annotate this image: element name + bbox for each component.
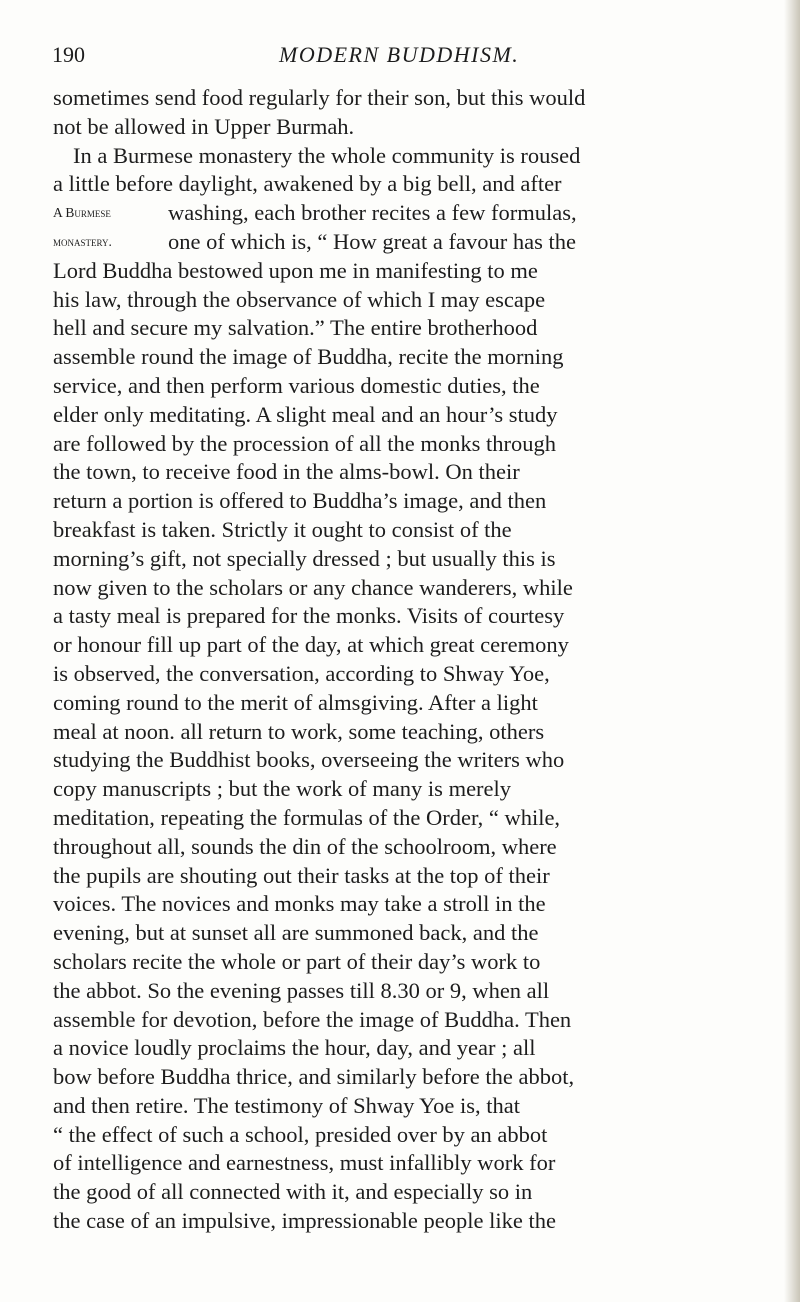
text-line: assemble round the image of Buddha, recite the morning bbox=[53, 344, 564, 370]
text-line: service, and then perform various domestic duties, the bbox=[53, 372, 540, 398]
text-line: voices. The novices and monks may take a stroll in the bbox=[53, 891, 546, 917]
text-line: meal at noon. all return to work, some teaching, others bbox=[53, 718, 545, 744]
text-line: the case of an impulsive, impressionable people like the bbox=[53, 1208, 556, 1234]
text-line: return a portion is offered to Buddha’s image, and then bbox=[53, 488, 547, 514]
text-line: a novice loudly proclaims the hour, day, and year ; all bbox=[53, 1035, 536, 1061]
text-line: sometimes send food regularly for their son, but this would bbox=[53, 85, 586, 110]
text-line: hell and secure my salvation.” The entire brotherhood bbox=[53, 315, 538, 341]
text-line: now given to the scholars or any chance wanderers, while bbox=[53, 574, 573, 600]
text-line: his law, through the observance of which I may escape bbox=[53, 286, 546, 312]
page-edge-shadow bbox=[784, 0, 800, 1302]
text-line: the town, to receive food in the alms-bowl. On their bbox=[53, 459, 520, 485]
running-title: MODERN BUDDHISM. bbox=[279, 42, 520, 67]
text-line: is observed, the conversation, according to Shway Yoe, bbox=[53, 660, 550, 686]
text-line: a tasty meal is prepared for the monks. Visits of courtesy bbox=[53, 603, 565, 629]
text-line: evening, but at sunset all are summoned back, and the bbox=[53, 920, 539, 946]
text-line: scholars recite the whole or part of their day’s work to bbox=[53, 948, 541, 974]
text-line: the pupils are shouting out their tasks at the top of their bbox=[53, 862, 550, 888]
text-line: copy manuscripts ; but the work of many is merely bbox=[53, 776, 512, 802]
text-line: studying the Buddhist books, overseeing the writers who bbox=[53, 747, 565, 773]
text-line: or honour fill up part of the day, at which great ceremony bbox=[53, 632, 569, 658]
page-header bbox=[52, 42, 752, 76]
margin-note: monastery. bbox=[53, 233, 112, 249]
text-line: a little before daylight, awakened by a big bell, and after bbox=[53, 171, 562, 197]
page-number: 190 bbox=[52, 42, 85, 67]
text-line: “ the effect of such a school, presided over by an abbot bbox=[53, 1121, 548, 1147]
text-line: of intelligence and earnestness, must infallibly work for bbox=[53, 1150, 556, 1176]
text-line: breakfast is taken. Strictly it ought to consist of the bbox=[53, 516, 512, 542]
text-line: assemble for devotion, before the image of Buddha. Then bbox=[53, 1006, 572, 1032]
text-line: coming round to the merit of almsgiving. After a light bbox=[53, 689, 538, 715]
text-line: meditation, repeating the formulas of the Order, “ while, bbox=[53, 804, 561, 830]
text-line: throughout all, sounds the din of the schoolroom, where bbox=[53, 833, 557, 859]
text-line: the good of all connected with it, and especially so in bbox=[53, 1179, 533, 1205]
text-line: In a Burmese monastery the whole community is roused bbox=[73, 142, 581, 168]
text-line: are followed by the procession of all the monks through bbox=[53, 430, 557, 456]
text-line: monastery. one of which is, “ How great a favour has the bbox=[53, 228, 773, 257]
body-text bbox=[53, 84, 773, 1236]
text-line: A Burmese washing, each brother recites a few formulas, bbox=[53, 199, 773, 228]
text-line: and then retire. The testimony of Shway Yoe is, that bbox=[53, 1092, 521, 1118]
text-line: Lord Buddha bestowed upon me in manifesting to me bbox=[53, 257, 538, 283]
text-line: the abbot. So the evening passes till 8.30 or 9, when all bbox=[53, 977, 550, 1003]
text-line: elder only meditating. A slight meal and an hour’s study bbox=[53, 401, 558, 427]
text-line: morning’s gift, not specially dressed ; but usually this is bbox=[53, 545, 556, 571]
margin-note: A Burmese bbox=[53, 205, 111, 221]
text-line: bow before Buddha thrice, and similarly before the abbot, bbox=[53, 1064, 575, 1090]
text-line: not be allowed in Upper Burmah. bbox=[53, 113, 355, 139]
